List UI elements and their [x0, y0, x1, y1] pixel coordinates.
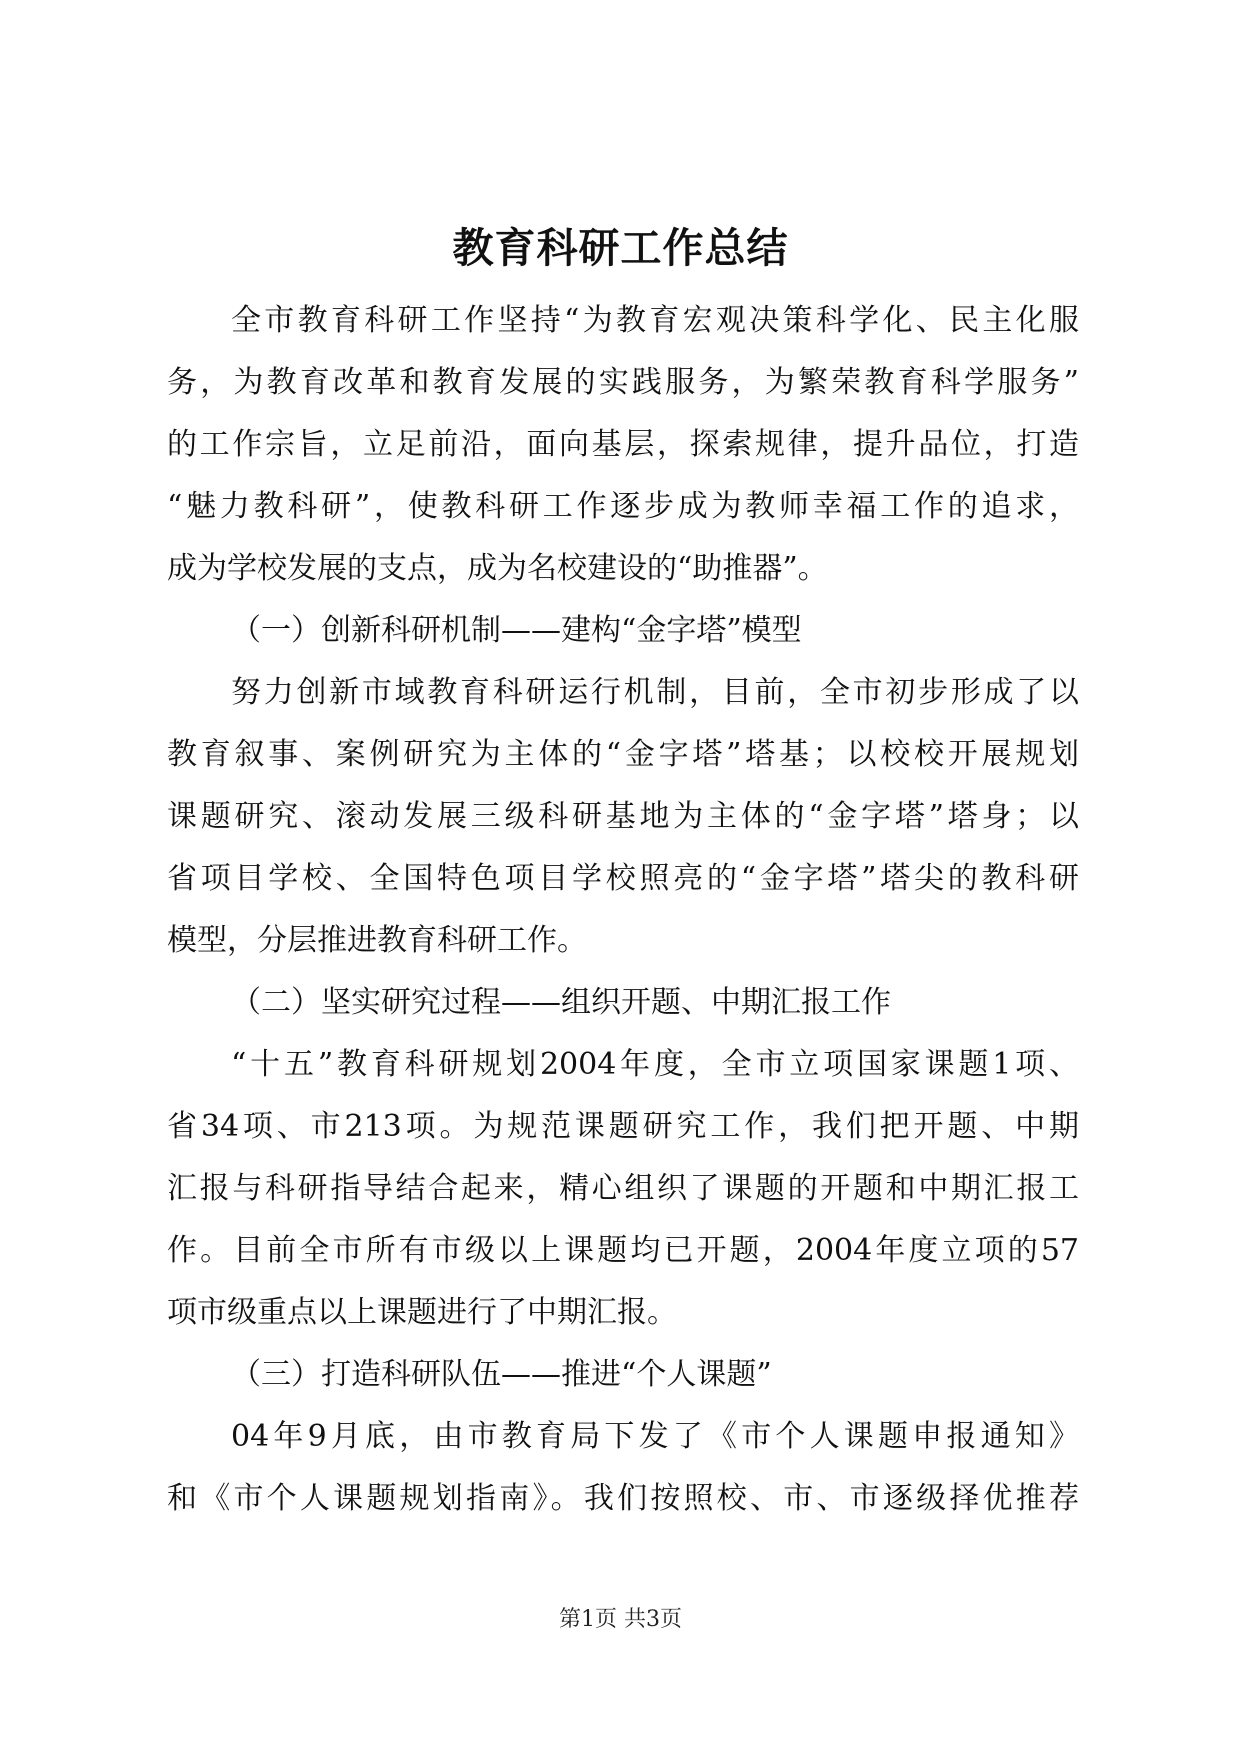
text-line: 的工作宗旨，立足前沿，面向基层，探索规律，提升品位，打造 [167, 427, 1079, 462]
text-line: 省项目学校、全国特色项目学校照亮的“金字塔”塔尖的教科研 [167, 861, 1079, 896]
text-line: 全市教育科研工作坚持“为教育宏观决策科学化、民主化服 [231, 303, 1079, 338]
document-body [167, 290, 1079, 1530]
text-line: 04年9月底，由市教育局下发了《市个人课题申报通知》 [231, 1419, 1079, 1454]
text-line: 项市级重点以上课题进行了中期汇报。 [167, 1295, 677, 1330]
text-line: 省34项、市213项。为规范课题研究工作，我们把开题、中期 [167, 1109, 1079, 1144]
section-heading-2: （二）坚实研究过程——组织开题、中期汇报工作 [231, 985, 891, 1020]
page-footer: 第1页 共3页 [559, 1607, 682, 1632]
text-line: 课题研究、滚动发展三级科研基地为主体的“金字塔”塔身；以 [167, 799, 1079, 834]
text-line: “魅力教科研”，使教科研工作逐步成为教师幸福工作的追求， [167, 489, 1079, 524]
section-heading-1: （一）创新科研机制——建构“金字塔”模型 [231, 613, 802, 648]
section-heading-3: （三）打造科研队伍——推进“个人课题” [231, 1357, 772, 1392]
text-line: 作。目前全市所有市级以上课题均已开题，2004年度立项的57 [167, 1233, 1079, 1268]
text-line: 模型，分层推进教育科研工作。 [167, 923, 587, 958]
text-line: 汇报与科研指导结合起来，精心组织了课题的开题和中期汇报工 [167, 1171, 1079, 1206]
text-line: 务，为教育改革和教育发展的实践服务，为繁荣教育科学服务” [167, 365, 1079, 400]
text-line: “十五”教育科研规划2004年度，全市立项国家课题1项、 [231, 1047, 1079, 1082]
text-line: 教育叙事、案例研究为主体的“金字塔”塔基；以校校开展规划 [167, 737, 1079, 772]
document-title: 教育科研工作总结 [452, 224, 789, 272]
text-line: 和《市个人课题规划指南》。我们按照校、市、市逐级择优推荐 [167, 1481, 1079, 1516]
text-line: 成为学校发展的支点，成为名校建设的“助推器”。 [167, 551, 828, 586]
text-line: 努力创新市域教育科研运行机制，目前，全市初步形成了以 [231, 675, 1079, 710]
